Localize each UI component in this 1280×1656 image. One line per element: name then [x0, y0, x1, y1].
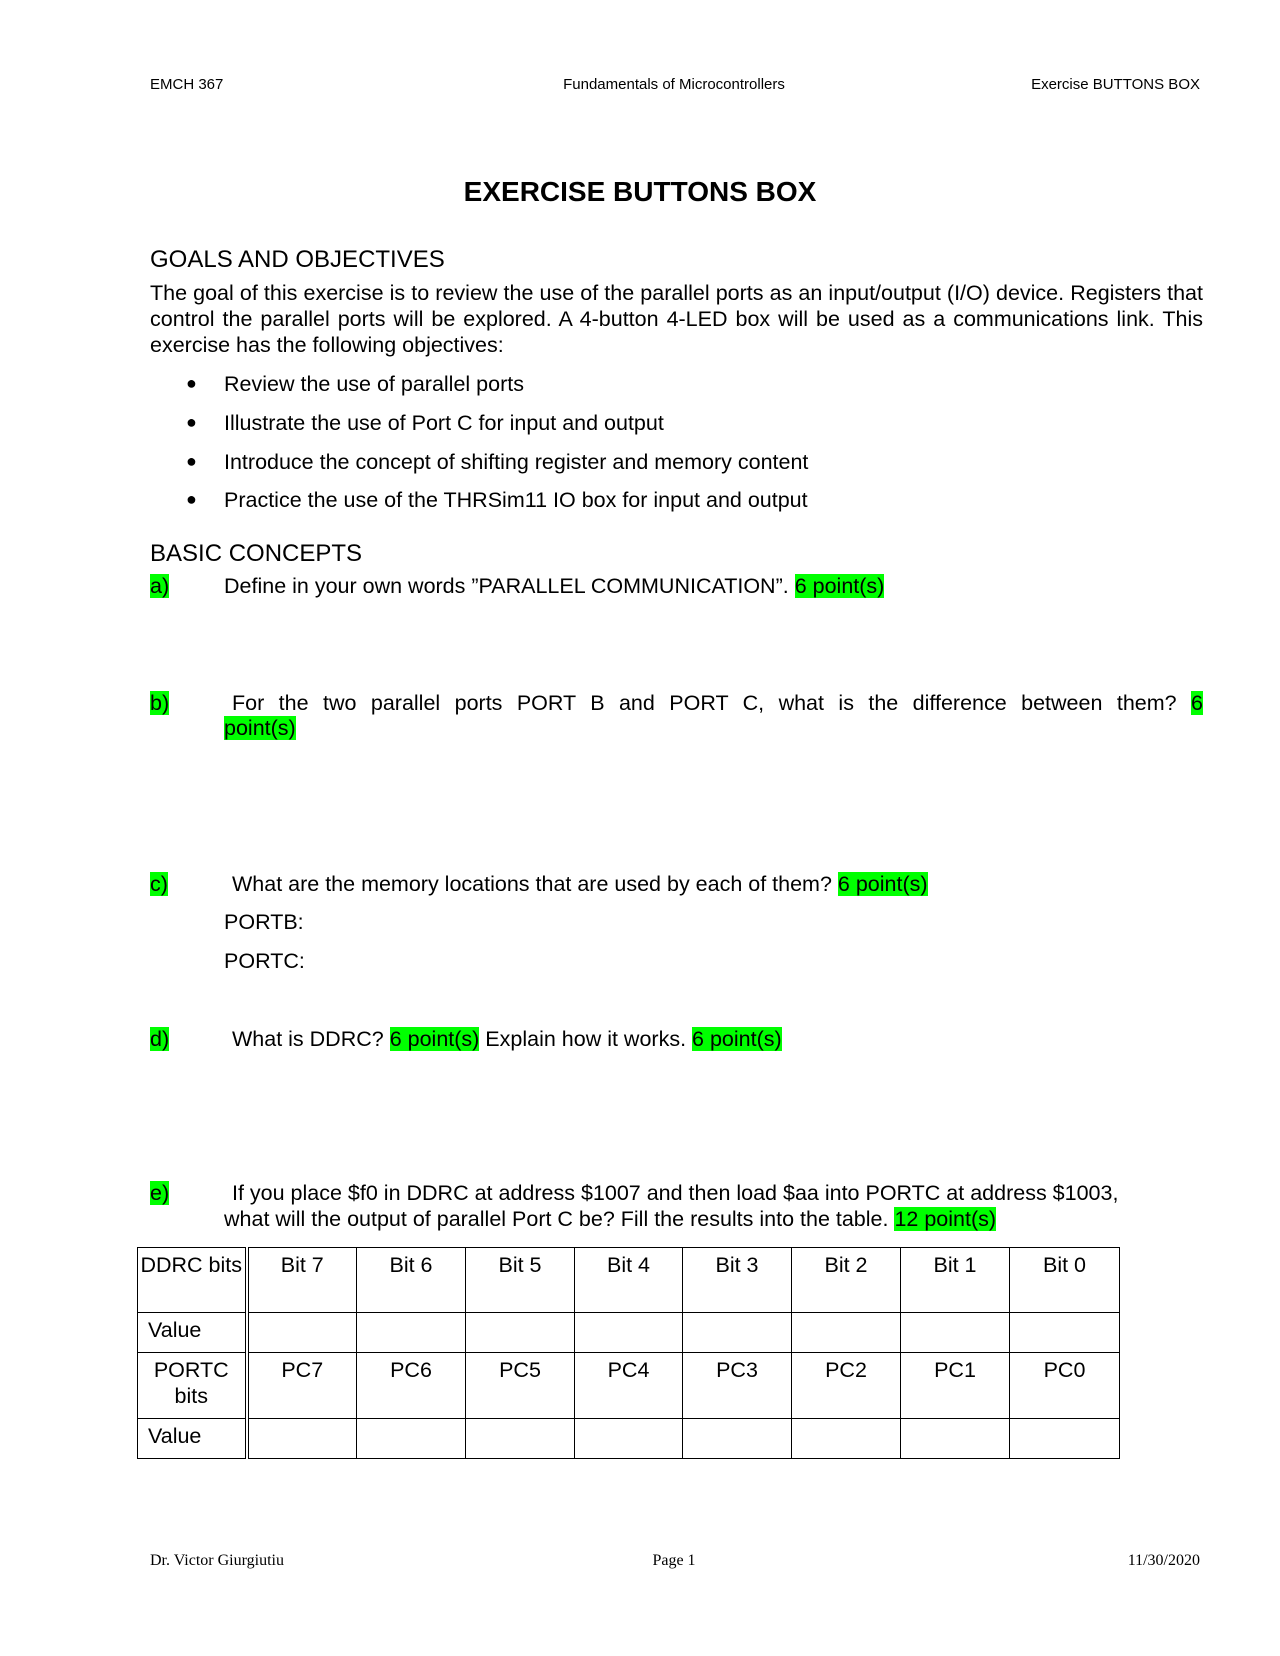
- goals-paragraph: The goal of this exercise is to review the use of the parallel ports as an input/output (I/O) device. Registers that control the parallel ports will be explored. A 4-button 4-LED box will be used as a communications link. This exercise has the following objectives:: [150, 281, 1203, 357]
- table-cell: Bit 3: [683, 1248, 792, 1313]
- table-cell: Bit 4: [575, 1248, 683, 1313]
- table-cell: PC1: [901, 1353, 1010, 1419]
- page-title: EXERCISE BUTTONS BOX: [463, 176, 817, 207]
- table-cell: PC7: [247, 1353, 357, 1419]
- portb-label: PORTB:: [224, 910, 304, 934]
- footer-date: 11/30/2020: [1127, 1552, 1200, 1569]
- table-cell: Bit 0: [1010, 1248, 1120, 1313]
- objective-item: Introduce the concept of shifting register and memory content: [224, 450, 809, 474]
- points-badge: 6 point(s): [794, 574, 885, 598]
- table-cell[interactable]: [792, 1313, 901, 1353]
- objective-item: Practice the use of the THRSim11 IO box for input and output: [224, 488, 808, 512]
- points-badge: point(s): [224, 716, 296, 740]
- header-exercise: Exercise BUTTONS BOX: [1031, 76, 1200, 93]
- points-badge: 6 point(s): [692, 1027, 782, 1051]
- header-course: EMCH 367: [150, 76, 224, 93]
- table-cell: Bit 7: [247, 1248, 357, 1313]
- row-header-cell: DDRC bits: [138, 1248, 247, 1313]
- table-row: [138, 1313, 1120, 1353]
- table-cell[interactable]: [683, 1419, 792, 1459]
- question-b-label: b): [150, 691, 170, 715]
- bullet-icon: ●: [186, 489, 197, 509]
- basic-heading: BASIC CONCEPTS: [150, 540, 363, 567]
- question-a-label: a): [150, 574, 170, 598]
- question-e-label: e): [150, 1181, 170, 1205]
- question-c-label: c): [150, 872, 168, 896]
- table-cell: PC0: [1010, 1353, 1120, 1419]
- table-cell: Bit 6: [357, 1248, 466, 1313]
- table-cell[interactable]: [575, 1313, 683, 1353]
- table-cell[interactable]: [357, 1419, 466, 1459]
- table-cell[interactable]: [1010, 1419, 1120, 1459]
- objective-item: Review the use of parallel ports: [224, 372, 524, 396]
- question-d: What is DDRC? 6 point(s) Explain how it works. 6 point(s): [232, 1027, 782, 1051]
- table-cell: Bit 2: [792, 1248, 901, 1313]
- question-b: For the two parallel ports PORT B and PORT C, what is the difference between them? 6: [232, 691, 1203, 715]
- row-header-cell: Value: [138, 1419, 247, 1459]
- question-e-line2: what will the output of parallel Port C be? Fill the results into the table. 12 point(s): [224, 1207, 997, 1231]
- table-row: [138, 1353, 1120, 1419]
- portc-label: PORTC:: [224, 949, 305, 973]
- table-cell[interactable]: [1010, 1313, 1120, 1353]
- table-cell[interactable]: [247, 1313, 357, 1353]
- table-cell[interactable]: [683, 1313, 792, 1353]
- bullet-icon: ●: [186, 373, 197, 393]
- bullet-icon: ●: [186, 412, 197, 432]
- question-d-label: d): [150, 1027, 170, 1051]
- goals-heading: GOALS AND OBJECTIVES: [150, 246, 445, 273]
- row-header-cell: Value: [138, 1313, 247, 1353]
- points-badge: 12 point(s): [894, 1207, 997, 1231]
- table-cell: Bit 5: [466, 1248, 575, 1313]
- table-cell[interactable]: [901, 1419, 1010, 1459]
- question-a: Define in your own words ”PARALLEL COMMUNICATION”. 6 point(s): [224, 574, 885, 598]
- points-badge: 6: [1191, 691, 1203, 715]
- question-e-line1: If you place $f0 in DDRC at address $1007 and then load $aa into PORTC at address $1003,: [232, 1181, 1119, 1205]
- table-cell: Bit 1: [901, 1248, 1010, 1313]
- port-c-table: [137, 1247, 1120, 1459]
- table-cell[interactable]: [247, 1419, 357, 1459]
- table-cell[interactable]: [792, 1419, 901, 1459]
- footer-author: Dr. Victor Giurgiutiu: [150, 1552, 284, 1569]
- footer-page: Page 1: [652, 1552, 696, 1569]
- row-header-cell: PORTC bits: [138, 1353, 247, 1419]
- objective-item: Illustrate the use of Port C for input and output: [224, 411, 664, 435]
- table-cell[interactable]: [466, 1313, 575, 1353]
- table-cell[interactable]: [466, 1419, 575, 1459]
- table-cell[interactable]: [901, 1313, 1010, 1353]
- table-cell: PC6: [357, 1353, 466, 1419]
- table-cell: PC2: [792, 1353, 901, 1419]
- table-row: [138, 1248, 1120, 1313]
- table-cell[interactable]: [575, 1419, 683, 1459]
- points-badge: 6 point(s): [389, 1027, 480, 1051]
- table-cell: PC5: [466, 1353, 575, 1419]
- table-cell[interactable]: [357, 1313, 466, 1353]
- question-c: What are the memory locations that are used by each of them? 6 point(s): [232, 872, 928, 896]
- points-badge: 6 point(s): [837, 872, 928, 896]
- table-cell: PC3: [683, 1353, 792, 1419]
- table-row: [138, 1419, 1120, 1459]
- bullet-icon: ●: [186, 451, 197, 471]
- table-cell: PC4: [575, 1353, 683, 1419]
- header-subject: Fundamentals of Microcontrollers: [563, 76, 785, 93]
